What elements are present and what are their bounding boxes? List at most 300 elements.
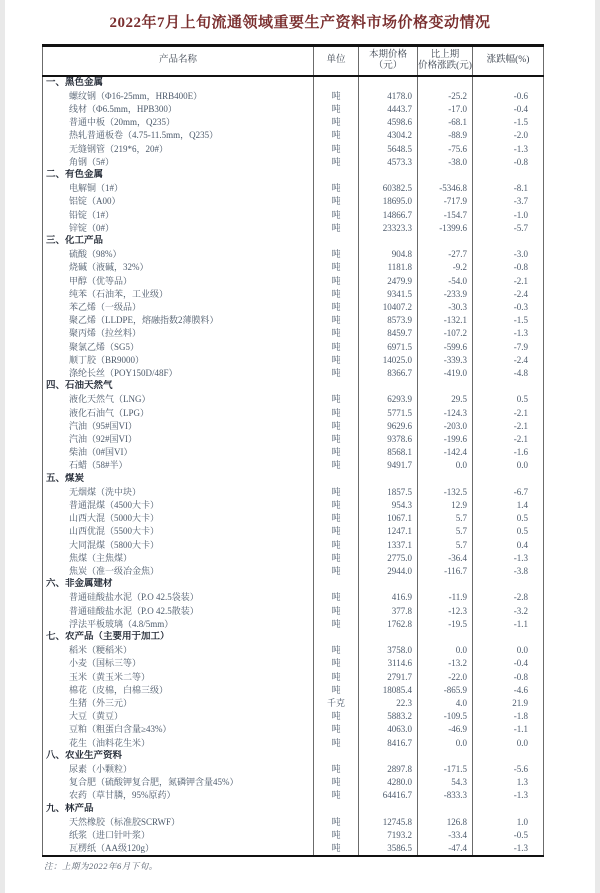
pct-cell: -3.7 [473, 195, 544, 208]
pct-cell: 21.9 [473, 697, 544, 710]
table-row [43, 710, 544, 723]
change-cell: -132.1 [418, 314, 473, 327]
change-cell: -13.2 [418, 657, 473, 670]
unit-cell: 吨 [314, 182, 359, 195]
unit-cell: 吨 [314, 710, 359, 723]
price-cell: 23323.3 [359, 222, 418, 235]
table-row [43, 657, 544, 670]
price-cell: 3114.6 [359, 657, 418, 670]
header-unit [314, 46, 359, 76]
product-name: 涤纶长丝（POY150D/48F） [69, 367, 178, 378]
product-name: 农药（草甘膦，95%原药） [69, 790, 176, 801]
table-row [43, 367, 544, 380]
section-row [43, 578, 544, 591]
product-name: 棉花（皮棉，白棉三级） [69, 684, 169, 695]
table-row [43, 288, 544, 301]
empty-cell [473, 380, 544, 393]
pct-cell: -0.8 [473, 261, 544, 274]
table-row [43, 618, 544, 631]
empty-cell [314, 76, 359, 90]
unit-cell: 吨 [314, 565, 359, 578]
price-cell: 6971.5 [359, 341, 418, 354]
change-cell: -22.0 [418, 671, 473, 684]
pct-cell: 0.0 [473, 459, 544, 472]
change-cell: -833.3 [418, 789, 473, 802]
product-name: 山西优混（5500大卡） [69, 526, 160, 537]
pct-cell: -2.1 [473, 275, 544, 288]
table-row [43, 433, 544, 446]
product-name: 铅锭（1#） [69, 209, 115, 220]
change-cell: -54.0 [418, 275, 473, 288]
table-row [43, 314, 544, 327]
change-cell: 5.7 [418, 512, 473, 525]
table-row [43, 459, 544, 472]
pct-cell: -0.4 [473, 657, 544, 670]
change-cell: -17.0 [418, 103, 473, 116]
pct-cell: -0.5 [473, 829, 544, 842]
product-name: 电解铜（1#） [69, 183, 124, 194]
change-cell: 0.0 [418, 737, 473, 750]
change-cell: 54.3 [418, 776, 473, 789]
header-unit-label: 单位 [326, 55, 346, 66]
table-row [43, 261, 544, 274]
price-cell: 3586.5 [359, 842, 418, 856]
change-cell: -124.3 [418, 407, 473, 420]
unit-cell: 吨 [314, 684, 359, 697]
change-cell: -599.6 [418, 341, 473, 354]
unit-cell: 吨 [314, 301, 359, 314]
price-cell: 4573.3 [359, 156, 418, 169]
change-cell: -203.0 [418, 420, 473, 433]
pct-cell: -0.6 [473, 90, 544, 103]
price-cell: 9491.7 [359, 459, 418, 472]
change-cell: -142.4 [418, 446, 473, 459]
table-row [43, 565, 544, 578]
empty-cell [473, 631, 544, 644]
document-page [5, 0, 595, 893]
empty-cell [473, 76, 544, 90]
product-name: 花生（油料花生米） [69, 737, 151, 748]
change-cell: -25.2 [418, 90, 473, 103]
price-cell: 954.3 [359, 499, 418, 512]
price-table-body [43, 76, 544, 857]
unit-cell: 吨 [314, 842, 359, 856]
table-row [43, 327, 544, 340]
table-row [43, 393, 544, 406]
product-name: 石蜡（58#半） [69, 460, 128, 471]
unit-cell: 吨 [314, 327, 359, 340]
product-name: 普通硅酸盐水泥（P.O 42.5散装） [69, 605, 199, 616]
section-row [43, 169, 544, 182]
table-row [43, 539, 544, 552]
pct-cell: 1.0 [473, 816, 544, 829]
empty-cell [418, 380, 473, 393]
price-cell: 60382.5 [359, 182, 418, 195]
price-cell: 6293.9 [359, 393, 418, 406]
empty-cell [359, 380, 418, 393]
product-name: 聚氯乙烯（SG5） [69, 341, 140, 352]
change-cell: 12.9 [418, 499, 473, 512]
empty-cell [359, 235, 418, 248]
price-cell: 8568.1 [359, 446, 418, 459]
table-row [43, 842, 544, 856]
table-row [43, 275, 544, 288]
table-row [43, 552, 544, 565]
table-row [43, 209, 544, 222]
footnote: 注：上期为2022年6月下旬。 [44, 861, 158, 871]
unit-cell: 吨 [314, 261, 359, 274]
table-row [43, 116, 544, 129]
table-row [43, 591, 544, 604]
unit-cell: 吨 [314, 314, 359, 327]
price-cell: 18085.4 [359, 684, 418, 697]
price-cell: 9378.6 [359, 433, 418, 446]
product-name: 无缝钢管（219*6，20#） [69, 143, 169, 154]
pct-cell: -1.5 [473, 116, 544, 129]
unit-cell: 吨 [314, 618, 359, 631]
change-cell: -865.9 [418, 684, 473, 697]
product-name: 螺纹钢（Φ16-25mm，HRB400E） [69, 90, 203, 101]
empty-cell [314, 473, 359, 486]
change-cell: 5.7 [418, 539, 473, 552]
table-row [43, 143, 544, 156]
product-name: 小麦（国标三等） [69, 658, 142, 669]
change-cell: -75.6 [418, 143, 473, 156]
unit-cell: 吨 [314, 143, 359, 156]
price-cell: 377.8 [359, 605, 418, 618]
unit-cell: 千克 [314, 697, 359, 710]
unit-cell: 吨 [314, 816, 359, 829]
header-change [418, 46, 473, 76]
empty-cell [359, 750, 418, 763]
section-name: 七、农产品（主要用于加工） [46, 632, 170, 643]
pct-cell: -2.4 [473, 354, 544, 367]
change-cell: -717.9 [418, 195, 473, 208]
product-name: 纸浆（进口针叶浆） [69, 830, 151, 841]
change-cell: -109.5 [418, 710, 473, 723]
product-name: 聚乙烯（LLDPE，熔融指数2薄膜料） [69, 315, 219, 326]
pct-cell: 0.0 [473, 737, 544, 750]
change-cell: 0.0 [418, 459, 473, 472]
empty-cell [359, 578, 418, 591]
table-row [43, 222, 544, 235]
table-row [43, 737, 544, 750]
price-cell: 5771.5 [359, 407, 418, 420]
price-cell: 4598.6 [359, 116, 418, 129]
table-row [43, 486, 544, 499]
empty-cell [359, 473, 418, 486]
section-row [43, 235, 544, 248]
unit-cell: 吨 [314, 723, 359, 736]
pct-cell: 0.4 [473, 539, 544, 552]
product-name: 铝锭（A00） [69, 196, 121, 207]
unit-cell: 吨 [314, 789, 359, 802]
pct-cell: -1.1 [473, 618, 544, 631]
table-row [43, 723, 544, 736]
table-row [43, 182, 544, 195]
change-cell: -116.7 [418, 565, 473, 578]
product-name: 聚丙烯（拉丝料） [69, 328, 142, 339]
product-name: 山西大混（5000大卡） [69, 513, 160, 524]
empty-cell [314, 235, 359, 248]
unit-cell: 吨 [314, 446, 359, 459]
table-row [43, 407, 544, 420]
table-row [43, 195, 544, 208]
pct-cell: -5.6 [473, 763, 544, 776]
table-row [43, 499, 544, 512]
change-cell: -154.7 [418, 209, 473, 222]
pct-cell: -1.3 [473, 327, 544, 340]
price-cell: 2944.0 [359, 565, 418, 578]
unit-cell: 吨 [314, 552, 359, 565]
table-row [43, 248, 544, 261]
price-cell: 4443.7 [359, 103, 418, 116]
pct-cell: -0.8 [473, 671, 544, 684]
header-price-line1: 本期价格 [368, 49, 407, 60]
price-cell: 22.3 [359, 697, 418, 710]
pct-cell: -2.1 [473, 407, 544, 420]
change-cell: -30.3 [418, 301, 473, 314]
change-cell: -107.2 [418, 327, 473, 340]
pct-cell: -1.3 [473, 552, 544, 565]
empty-cell [473, 803, 544, 816]
product-name: 玉米（黄玉米二等） [69, 671, 151, 682]
empty-cell [418, 76, 473, 90]
unit-cell: 吨 [314, 829, 359, 842]
product-name: 锌锭（0#） [69, 222, 115, 233]
unit-cell: 吨 [314, 499, 359, 512]
pct-cell: 1.4 [473, 499, 544, 512]
unit-cell: 吨 [314, 393, 359, 406]
product-name: 硫酸（98%） [69, 249, 122, 260]
table-row [43, 684, 544, 697]
price-cell: 12745.8 [359, 816, 418, 829]
unit-cell: 吨 [314, 525, 359, 538]
change-cell: -88.9 [418, 129, 473, 142]
unit-cell: 吨 [314, 420, 359, 433]
change-cell: -68.1 [418, 116, 473, 129]
price-cell: 9629.6 [359, 420, 418, 433]
pct-cell: -0.4 [473, 103, 544, 116]
product-name: 豆粕（粗蛋白含量≥43%） [69, 724, 172, 735]
empty-cell [473, 235, 544, 248]
table-header [43, 46, 544, 76]
unit-cell: 吨 [314, 367, 359, 380]
pct-cell: 0.0 [473, 644, 544, 657]
change-cell: -132.5 [418, 486, 473, 499]
table-row [43, 129, 544, 142]
pct-cell: -0.8 [473, 156, 544, 169]
empty-cell [473, 578, 544, 591]
pct-cell: -1.3 [473, 789, 544, 802]
pct-cell: -8.1 [473, 182, 544, 195]
change-cell: -419.0 [418, 367, 473, 380]
price-cell: 7193.2 [359, 829, 418, 842]
product-name: 无烟煤（洗中块） [69, 486, 142, 497]
price-cell: 2479.9 [359, 275, 418, 288]
price-cell: 1762.8 [359, 618, 418, 631]
unit-cell: 吨 [314, 539, 359, 552]
price-cell: 8416.7 [359, 737, 418, 750]
unit-cell: 吨 [314, 156, 359, 169]
section-row [43, 631, 544, 644]
table-row [43, 763, 544, 776]
unit-cell: 吨 [314, 763, 359, 776]
change-cell: -171.5 [418, 763, 473, 776]
unit-cell: 吨 [314, 341, 359, 354]
product-name: 线材（Φ6.5mm，HPB300） [69, 103, 177, 114]
pct-cell: -1.0 [473, 209, 544, 222]
empty-cell [418, 750, 473, 763]
price-cell: 8459.7 [359, 327, 418, 340]
unit-cell: 吨 [314, 354, 359, 367]
unit-cell: 吨 [314, 591, 359, 604]
table-row [43, 512, 544, 525]
pct-cell: -3.8 [473, 565, 544, 578]
price-cell: 1337.1 [359, 539, 418, 552]
unit-cell: 吨 [314, 248, 359, 261]
unit-cell: 吨 [314, 605, 359, 618]
price-cell: 416.9 [359, 591, 418, 604]
unit-cell: 吨 [314, 222, 359, 235]
unit-cell: 吨 [314, 776, 359, 789]
pct-cell: -6.7 [473, 486, 544, 499]
unit-cell: 吨 [314, 195, 359, 208]
empty-cell [314, 380, 359, 393]
price-cell: 1181.8 [359, 261, 418, 274]
table-row [43, 301, 544, 314]
price-cell: 64416.7 [359, 789, 418, 802]
product-name: 生猪（外三元） [69, 698, 133, 709]
pct-cell: -1.6 [473, 446, 544, 459]
unit-cell: 吨 [314, 657, 359, 670]
section-name: 九、林产品 [46, 803, 94, 814]
price-cell: 8366.7 [359, 367, 418, 380]
price-cell: 14025.0 [359, 354, 418, 367]
header-product [43, 46, 314, 76]
price-cell: 14866.7 [359, 209, 418, 222]
empty-cell [418, 631, 473, 644]
table-row [43, 829, 544, 842]
change-cell: -5346.8 [418, 182, 473, 195]
pct-cell: -4.6 [473, 684, 544, 697]
price-cell: 2791.7 [359, 671, 418, 684]
pct-cell: -2.0 [473, 129, 544, 142]
price-cell: 3758.0 [359, 644, 418, 657]
price-table [42, 44, 544, 857]
pct-cell: 0.5 [473, 525, 544, 538]
product-name: 苯乙烯（一级品） [69, 301, 142, 312]
change-cell: -1399.6 [418, 222, 473, 235]
table-row [43, 156, 544, 169]
pct-cell: -7.9 [473, 341, 544, 354]
product-name: 焦煤（主焦煤） [69, 552, 133, 563]
table-row [43, 671, 544, 684]
page-title: 2022年7月上旬流通领域重要生产资料市场价格变动情况 [109, 15, 491, 31]
unit-cell: 吨 [314, 486, 359, 499]
price-cell: 1067.1 [359, 512, 418, 525]
product-name: 瓦楞纸（AA级120g） [69, 843, 154, 854]
product-name: 尿素（小颗粒） [69, 764, 133, 775]
unit-cell: 吨 [314, 512, 359, 525]
unit-cell: 吨 [314, 275, 359, 288]
product-name: 大同混煤（5800大卡） [69, 539, 160, 550]
unit-cell: 吨 [314, 288, 359, 301]
price-cell: 5883.2 [359, 710, 418, 723]
section-name: 五、煤炭 [46, 473, 85, 484]
header-pct-label: 涨跌幅(%) [486, 55, 530, 66]
table-row [43, 605, 544, 618]
section-name: 六、非金属建材 [46, 579, 113, 590]
product-name: 大豆（黄豆） [69, 711, 124, 722]
pct-cell: 1.3 [473, 776, 544, 789]
pct-cell: -2.1 [473, 420, 544, 433]
empty-cell [314, 169, 359, 182]
unit-cell: 吨 [314, 644, 359, 657]
section-row [43, 76, 544, 90]
product-name: 柴油（0#国VI） [69, 447, 133, 458]
product-name: 天然橡胶（标准胶SCRWF） [69, 816, 181, 827]
header-price-line2: （元） [373, 60, 403, 71]
unit-cell: 吨 [314, 407, 359, 420]
price-cell: 5648.5 [359, 143, 418, 156]
product-name: 纯苯（石油苯，工业级） [69, 288, 169, 299]
pct-cell: 0.5 [473, 393, 544, 406]
table-row [43, 816, 544, 829]
product-name: 焦炭（准一级冶金焦） [69, 566, 160, 577]
pct-cell: -1.5 [473, 314, 544, 327]
empty-cell [473, 169, 544, 182]
empty-cell [359, 76, 418, 90]
pct-cell: -4.8 [473, 367, 544, 380]
table-row [43, 420, 544, 433]
price-table-wrap [42, 44, 544, 857]
header-product-label: 产品名称 [158, 55, 197, 66]
empty-cell [418, 473, 473, 486]
pct-cell: 0.5 [473, 512, 544, 525]
change-cell: 126.8 [418, 816, 473, 829]
product-name: 甲醇（优等品） [69, 275, 133, 286]
change-cell: -12.3 [418, 605, 473, 618]
product-name: 液化石油气（LPG） [69, 407, 150, 418]
unit-cell: 吨 [314, 209, 359, 222]
pct-cell: -2.1 [473, 433, 544, 446]
unit-cell: 吨 [314, 433, 359, 446]
section-name: 二、有色金属 [46, 169, 104, 180]
table-row [43, 776, 544, 789]
product-name: 汽油（92#国VI） [69, 433, 137, 444]
empty-cell [314, 803, 359, 816]
section-name: 一、黑色金属 [46, 77, 104, 88]
product-name: 烧碱（液碱，32%） [69, 262, 149, 273]
product-name: 顺丁胶（BR9000） [69, 354, 145, 365]
price-cell: 4063.0 [359, 723, 418, 736]
price-cell: 4280.0 [359, 776, 418, 789]
product-name: 汽油（95#国VI） [69, 420, 137, 431]
empty-cell [359, 803, 418, 816]
price-cell: 2897.8 [359, 763, 418, 776]
change-cell: -38.0 [418, 156, 473, 169]
change-cell: -36.4 [418, 552, 473, 565]
change-cell: -233.9 [418, 288, 473, 301]
change-cell: -46.9 [418, 723, 473, 736]
product-name: 普通混煤（4500大卡） [69, 500, 160, 510]
unit-cell: 吨 [314, 737, 359, 750]
unit-cell: 吨 [314, 129, 359, 142]
section-name: 四、石油天然气 [46, 381, 113, 392]
change-cell: 29.5 [418, 393, 473, 406]
unit-cell: 吨 [314, 671, 359, 684]
